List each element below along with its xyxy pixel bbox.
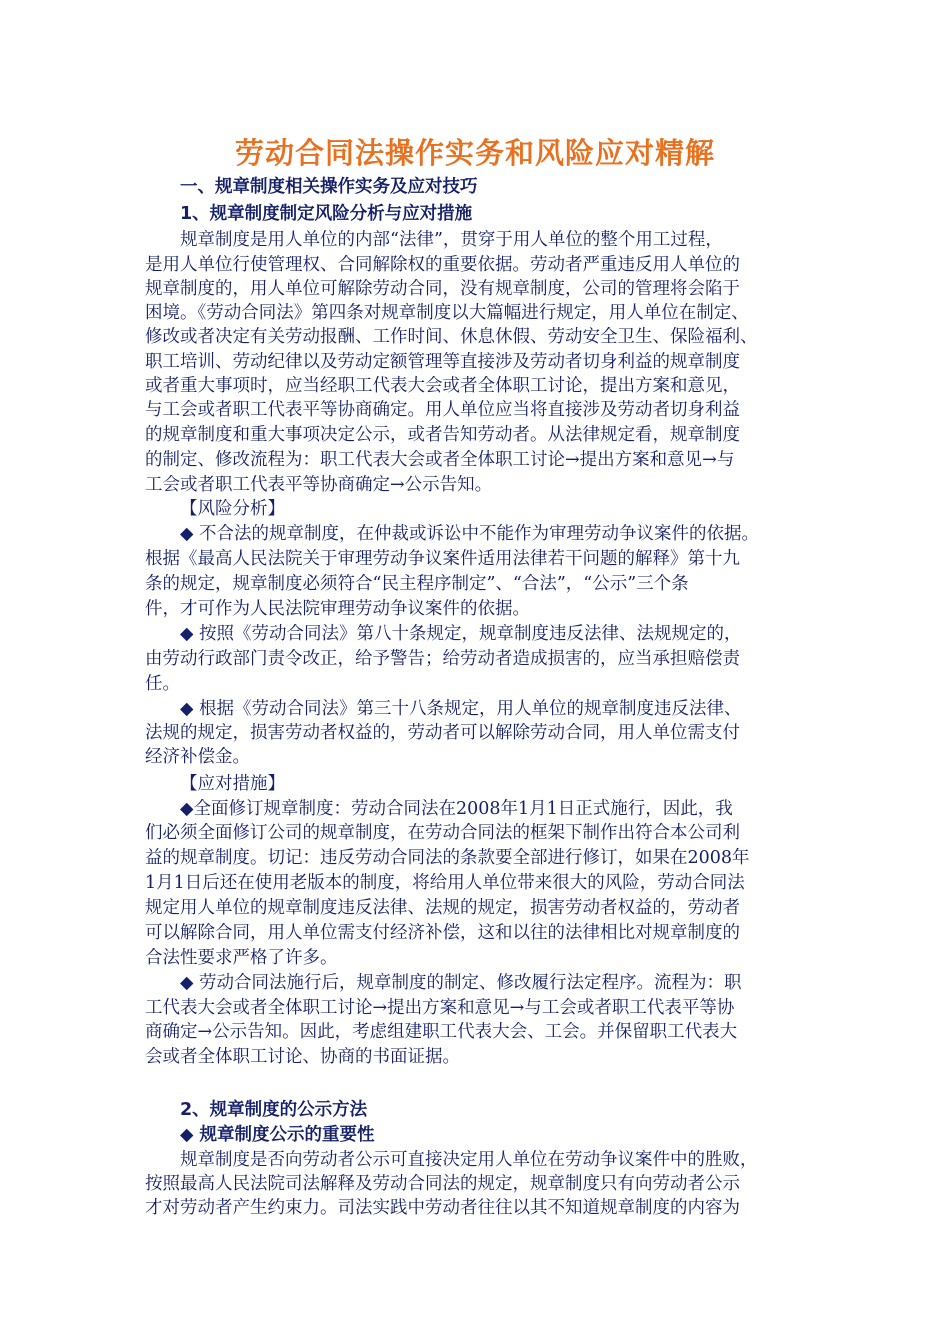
- bullet-line: ◆ 根据《劳动合同法》第三十八条规定，用人单位的规章制度违反法律、: [180, 699, 742, 719]
- paragraph-line: 会或者全体职工讨论、协商的书面证据。: [145, 1047, 460, 1067]
- paragraph-line: 修改或者决定有关劳动报酬、工作时间、休息休假、劳动安全卫生、保险福利、: [145, 327, 758, 347]
- paragraph-line: 的规章制度和重大事项决定公示，或者告知劳动者。从法律规定看，规章制度: [145, 425, 740, 445]
- paragraph-line: 按照最高人民法院司法解释及劳动合同法的规定，规章制度只有向劳动者公示: [145, 1174, 740, 1194]
- paragraph-line: 商确定→公示告知。因此，考虑组建职工代表大会、工会。并保留职工代表大: [145, 1022, 738, 1042]
- subsection-heading: 1、规章制度制定风险分析与应对措施: [180, 204, 473, 224]
- paragraph-line: 规定用人单位的规章制度违反法律、法规的规定，损害劳动者权益的，劳动者: [145, 898, 740, 918]
- paragraph-line: 的制定、修改流程为：职工代表大会或者全体职工讨论→提出方案和意见→与: [145, 450, 735, 470]
- section-heading: 一、规章制度相关操作实务及应对技巧: [180, 177, 478, 197]
- bullet-line: ◆ 不合法的规章制度，在仲裁或诉讼中不能作为审理劳动争议案件的依据。: [180, 524, 760, 544]
- paragraph-line: 或者重大事项时，应当经职工代表大会或者全体职工讨论，提出方案和意见，: [145, 376, 740, 396]
- countermeasures-label: 【应对措施】: [180, 774, 285, 794]
- paragraph-line: 规章制度的，用人单位可解除劳动合同，没有规章制度，公司的管理将会陷于: [145, 279, 740, 299]
- subsection-heading: 2、规章制度的公示方法: [180, 1100, 368, 1120]
- paragraph-line: 规章制度是否向劳动者公示可直接决定用人单位在劳动争议案件中的胜败，: [180, 1150, 758, 1170]
- bullet-line: ◆ 劳动合同法施行后，规章制度的制定、修改履行法定程序。流程为：职: [180, 973, 742, 993]
- document-title: 劳动合同法操作实务和风险应对精解: [234, 136, 715, 170]
- paragraph-line: 1月1日后还在使用老版本的制度，将给用人单位带来很大的风险，劳动合同法: [145, 873, 745, 893]
- paragraph-line: 是用人单位行使管理权、合同解除权的重要依据。劳动者严重违反用人单位的: [145, 255, 740, 275]
- bullet-heading: ◆ 规章制度公示的重要性: [180, 1125, 375, 1145]
- paragraph-line: 困境。《劳动合同法》第四条对规章制度以大篇幅进行规定，用人单位在制定、: [145, 303, 749, 323]
- paragraph-line: 条的规定，规章制度必须符合“民主程序制定”、“合法”，“公示”三个条: [145, 574, 689, 594]
- paragraph-line: 法规的规定，损害劳动者权益的，劳动者可以解除劳动合同，用人单位需支付: [145, 723, 740, 743]
- paragraph-line: 由劳动行政部门责令改正，给予警告；给劳动者造成损害的，应当承担赔偿责: [145, 649, 740, 669]
- bullet-line: ◆ 按照《劳动合同法》第八十条规定，规章制度违反法律、法规规定的，: [180, 624, 742, 644]
- paragraph-line: 件，才可作为人民法院审理劳动争议案件的依据。: [145, 599, 530, 619]
- paragraph-line: 与工会或者职工代表平等协商确定。用人单位应当将直接涉及劳动者切身利益: [145, 400, 740, 420]
- paragraph-line: 们必须全面修订公司的规章制度，在劳动合同法的框架下制作出符合本公司利: [145, 823, 740, 843]
- paragraph-line: 合法性要求严格了许多。: [145, 948, 338, 968]
- paragraph-line: 规章制度是用人单位的内部“法律”，贯穿于用人单位的整个用工过程，: [180, 230, 723, 250]
- bullet-line: ◆全面修订规章制度：劳动合同法在2008年1月1日正式施行，因此，我: [180, 799, 733, 819]
- risk-analysis-label: 【风险分析】: [180, 499, 285, 519]
- paragraph-line: 工会或者职工代表平等协商确定→公示告知。: [145, 475, 493, 495]
- paragraph-line: 益的规章制度。切记：违反劳动合同法的条款要全部进行修订，如果在2008年: [145, 848, 750, 868]
- paragraph-line: 职工培训、劳动纪律以及劳动定额管理等直接涉及劳动者切身利益的规章制度: [145, 352, 740, 372]
- paragraph-line: 任。: [145, 674, 180, 694]
- paragraph-line: 才对劳动者产生约束力。司法实践中劳动者往往以其不知道规章制度的内容为: [145, 1198, 740, 1218]
- paragraph-line: 可以解除合同，用人单位需支付经济补偿，这和以往的法律相比对规章制度的: [145, 923, 740, 943]
- paragraph-line: 根据《最高人民法院关于审理劳动争议案件适用法律若干问题的解释》第十九: [145, 549, 740, 569]
- paragraph-line: 经济补偿金。: [145, 747, 250, 767]
- paragraph-line: 工代表大会或者全体职工讨论→提出方案和意见→与工会或者职工代表平等协: [145, 998, 735, 1018]
